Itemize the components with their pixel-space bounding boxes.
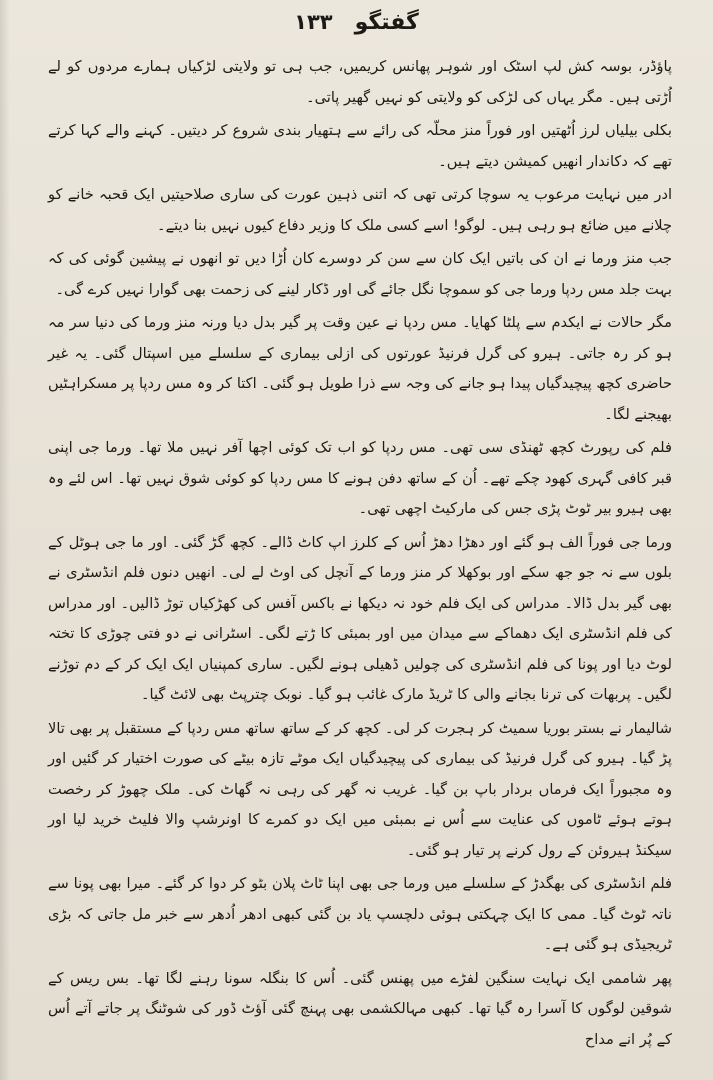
- paragraph-8: شالیمار نے بستر بوریا سمیٹ کر ہجرت کر لی۔ کچھ کر کے ساتھ ساتھ مس ردپا کے مستقبل پر بھی تالا پڑ گیا۔ ہیرو کی گرل فرنیڈ کی بیماری کی پیچیدگیاں ایک موٹے تازہ بیٹے کی صورت اختیار کر گئیں اور وہ مجبوراً ایک فرماں بردار باپ بن گیا۔ غریب نہ گھر کی رہی نہ گھاٹ کی۔ ملک چھوڑ کر رخصت ہوتے ہوئے ٹاموں کی عنایت سے اُس نے بمبئی میں ایک دو کمرے کا اونرشپ والا فلیٹ خرید لیا اور سیکنڈ ہیروئن کے رول کرنے پر تیار ہو گئی۔: [48, 719, 672, 859]
- page-body-text: [48, 52, 672, 1058]
- paragraph-6: فلم کی رپورٹ کچھ ٹھنڈی سی تھی۔ مس ردپا کو اب تک کوئی اچھا آفر نہیں ملا تھا۔ ورما جی اپنی قبر کافی گہری کھود چکے تھے۔ اُن کے ساتھ دفن ہونے کا مس ردپا کو کوئی شوق نہیں تھا۔ اس لئے وہ بھی ہیرو بیر ٹوٹ پڑی جس کی مارکیٹ اچھی تھی۔: [48, 439, 672, 517]
- page-header: [0, 2, 713, 42]
- paragraph-4: جب منز ورما نے ان کی باتیں ایک کان سے سن کر دوسرے کان اُڑا دیں تو انھوں نے پیشین گوئی کی کہ بہت جلد مس ردپا ورما جی کو سموچا نگل جائے گی اور ڈکار لینے کی زحمت بھی گوارا نہیں کرے گی۔: [48, 250, 672, 298]
- paragraph-10: پھر شاممی ایک نہایت سنگین لفڑے میں پھنس گئی۔ اُس کا بنگلہ سونا رہنے لگا تھا۔ بس ریس کے شوقین لوگوں کا آسرا رہ گیا تھا۔ کبھی مہالکشمی بھی پہنچ گئی آؤٹ ڈور کی شوٹنگ پر جاتے آتے اُس کے پُر انے مداح: [48, 969, 672, 1048]
- paragraph-7: ورما جی فوراً الف ہو گئے اور دھڑا دھڑ اُس کے کلرز اپ کاٹ ڈالے۔ کچھ گڑ گئی۔ اور ما جی ہوٹل کے بلوں سے نہ جو جھ سکے اور بوکھلا کر منز ورما کے آنچل کی اوٹ لے لی۔ انھیں دنوں فلم انڈسٹری نے بھی گیر بدل ڈالا۔ مدراس کی ایک فلم خود نہ دیکھا نے باکس آفس کی کھڑکیاں توڑ ڈالیں۔ اور مدراس کی فلم انڈسٹری ایک دھماکے سے میدان میں اور بمبئی کا ڑتے لگی۔ اسٹرانی نے دو فتی چوڑی کا تختہ لوٹ دیا اور پونا کی فلم انڈسٹری کی چولیں ڈھیلی ہونے لگیں۔ ساری کمپنیاں ایک ایک کر کے دم توڑنے لگیں۔ پربھات کی ترنا بجانے والی کا ٹریڈ مارک غائب ہو گیا۔ نوبک چترپٹ بھی لائٹ گیا۔: [48, 533, 672, 703]
- paragraph-9: فلم انڈسٹری کی بھگدڑ کے سلسلے میں ورما جی بھی اپنا ٹاٹ پلان بٹو کر دوا کر گئے۔ میرا بھی پونا سے ناتہ ٹوٹ گیا۔ ممی کا ایک چہکتی ہوئی دلچسپ یاد بن گئی کبھی ادھر اُدھر سے خبر مل جاتی کہ بڑی ٹریجیڈی ہو گئی ہے۔: [48, 875, 672, 953]
- paragraph-3: ادر میں نہایت مرعوب یہ سوچا کرتی تھی کہ اتنی ذہین عورت کی ساری صلاحیتیں ایک قحبہ خانے کو چلانے میں ضائع ہو رہی ہیں۔ لوگو! اسے کسی ملک کا وزیر دفاع کیوں نہیں بنا دیتے۔: [48, 186, 672, 234]
- paragraph-2: بکلی بیلیاں لرز اُٹھتیں اور فوراً منز محلّہ کی رائے سے ہتھیار بندی شروع کر دیتیں۔ کہنے والے کہا کرتے تھے کہ دکاندار انھیں کمیشن دیتے ہیں۔: [48, 122, 672, 170]
- paragraph-1: پاؤڈر، بوسہ کش لپ اسٹک اور شوہر پھانس کریمیں، جب ہی تو ولایتی لڑکیاں ہمارے مردوں کو لے اُڑتی ہیں۔ مگر یہاں کی لڑکی کو ولایتی کو نہیں گھیر پاتی۔: [48, 58, 672, 106]
- running-title: گفتگو: [354, 9, 419, 35]
- page-number: ۱۳۳: [294, 10, 333, 34]
- paragraph-5: مگر حالات نے ایکدم سے پلٹا کھایا۔ مس ردپا نے عین وقت پر گیر بدل دیا ورنہ منز ورما کی دنیا سر مہ ہو کر رہ جاتی۔ ہیرو کی گرل فرنیڈ عورتوں کی ازلی بیماری کے سلسلے میں اسپتال گئی۔ یہ غیر حاضری کچھ پیچیدگیاں پیدا ہو جانے کی وجہ سے ذرا طویل ہو گئی۔ اکتا کر وہ مس ردپا پر مسکراہٹیں بھیجنے لگا۔: [48, 314, 672, 423]
